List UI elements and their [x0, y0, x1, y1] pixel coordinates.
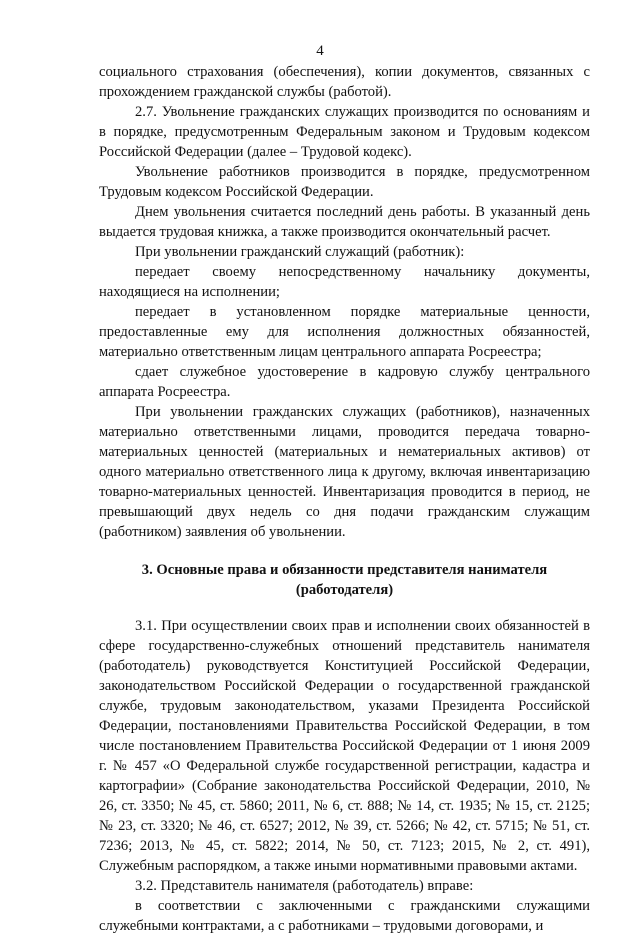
paragraph-3-2: 3.2. Представитель нанимателя (работодатель) вправе:	[135, 878, 474, 894]
document-body	[99, 62, 590, 936]
paragraph-inventory: При увольнении гражданских служащих (работников), назначенных материально ответственными лицами, проводится передача товарно-материальных ценностей (материальных и нематериальных активов) от одного материально ответственного лица к другому, включая инвентаризацию товарно-материальных ценностей. Инвентаризация проводится в период, не превышающий двух недель со дня подачи гражданским служащим (работником) заявления об увольнении.	[99, 404, 590, 540]
paragraph-3-1: 3.1. При осуществлении своих прав и исполнении своих обязанностей в сфере государственно-служебных отношений представитель нанимателя (работодатель) руководствуется Конституцией Российской Федерации, законодательством Российской Федерации о государственной гражданской службе, трудовым законодательством, указами Президента Российской Федерации, постановлениями Правительства Российской Федерации, в том числе постановлением Правительства Российской Федерации от 1 июня 2009 г. № 457 «О Федеральной службе государственной регистрации, кадастра и картографии» (Собрание законодательства Российской Федерации, 2010, № 26, ст. 3350; № 45, ст. 5860; 2011, № 6, ст. 888; № 14, ст. 1935; № 15, ст. 2125; № 23, ст. 3320; № 46, ст. 6527; 2012, № 39, ст. 5266; № 42, ст. 5715; № 51, ст. 7236; 2013, № 45, ст. 5822; 2014, № 50, ст. 7123; 2015, № 2, ст. 491), Служебным распорядком, а также иными нормативными правовыми актами.	[99, 618, 590, 874]
paragraph-2-7: 2.7. Увольнение гражданских служащих производится по основаниям и в порядке, предусмотренным Федеральным законом и Трудовым кодексом Российской Федерации (далее – Трудовой кодекс).	[99, 104, 590, 160]
list-item-contracts: в соответствии с заключенными с гражданскими служащими служебными контрактами, а с работниками – трудовыми договорами, и	[99, 898, 590, 934]
list-item-valuables: передает в установленном порядке материальные ценности, предоставленные ему для исполнения должностных обязанностей, материально ответственным лицам центрального аппарата Росреестра;	[99, 304, 590, 360]
list-item-certificate: сдает служебное удостоверение в кадровую службу центрального аппарата Росреестра.	[99, 364, 590, 400]
page-number: 4	[316, 43, 324, 59]
paragraph-dismissal-workers: Увольнение работников производится в порядке, предусмотренном Трудовым кодексом Российской Федерации.	[99, 164, 590, 200]
list-item-documents: передает своему непосредственному начальнику документы, находящиеся на исполнении;	[99, 264, 590, 300]
paragraph-dismissal-day: Днем увольнения считается последний день работы. В указанный день выдается трудовая книжка, а также производится окончательный расчет.	[99, 204, 590, 240]
paragraph-on-dismissal: При увольнении гражданский служащий (работник):	[135, 244, 465, 260]
paragraph-continuation: социального страхования (обеспечения), копии документов, связанных с прохождением гражданской службы (работой).	[99, 64, 590, 100]
section-heading: 3. Основные права и обязанности представителя нанимателя (работодателя)	[141, 562, 548, 598]
